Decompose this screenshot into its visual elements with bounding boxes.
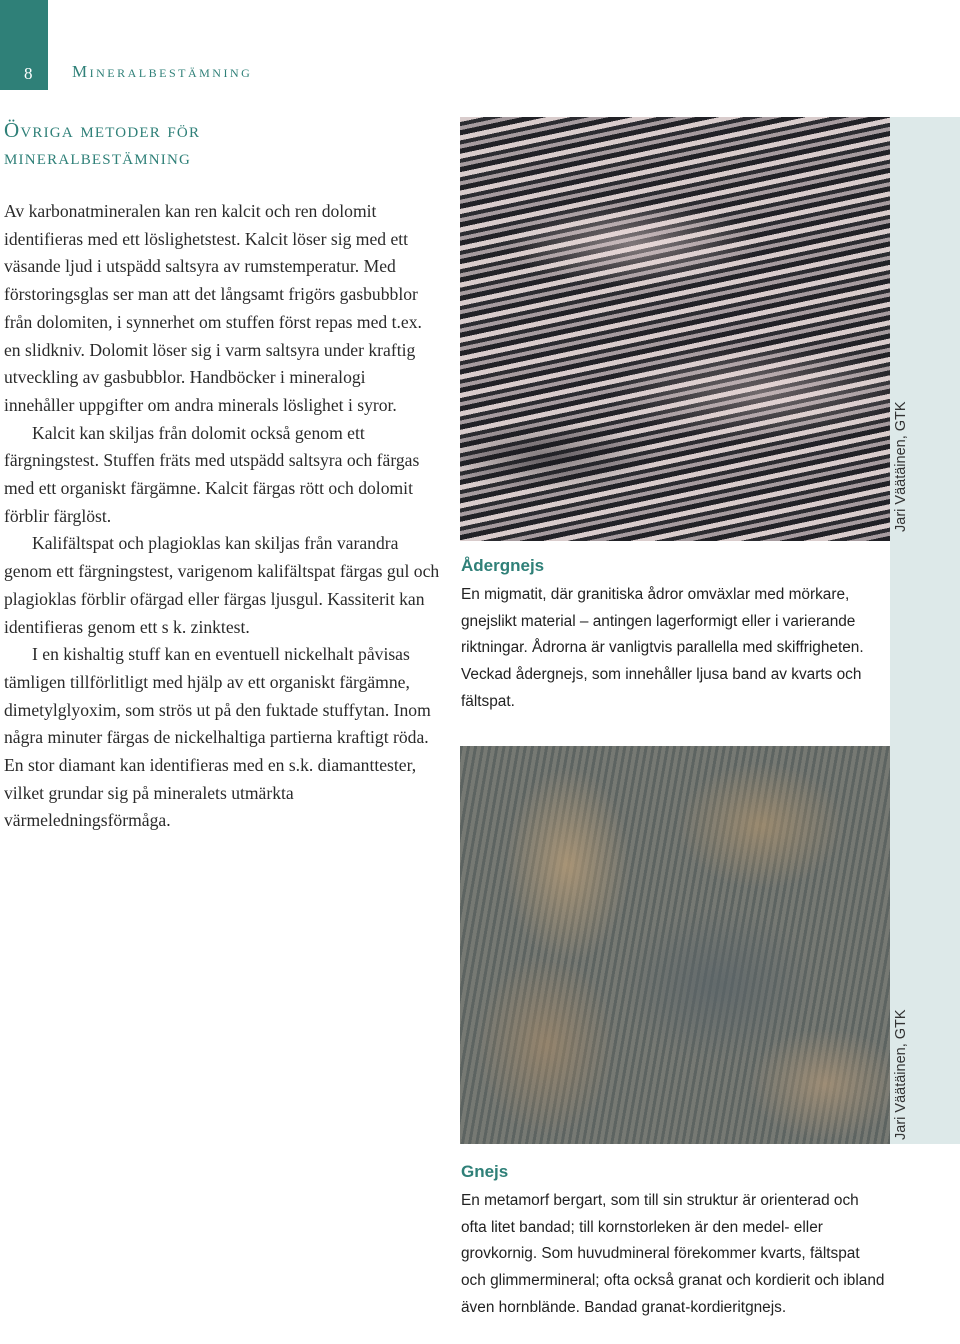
section-title: [4, 117, 424, 171]
section-title-line2: mineralbestämning: [4, 145, 192, 169]
photo-credit-2: Jari Väätäinen, GTK: [893, 1009, 909, 1140]
page-number-tab: [0, 0, 48, 90]
running-title: Mineralbestämning: [72, 62, 253, 81]
paragraph-nickel-test: I en kishaltig stuff kan en eventuell nickelhalt påvisas tämligen tillförlitligt med hjälp av ett organiskt färgämne, dimetylglyoxim, som strös ut på den fuktade stuffytan. Inom några minuter färgas de nickelhaltiga partierna kraftigt röda.: [4, 644, 431, 748]
caption-adergnejs: [461, 556, 886, 716]
paragraph-calcite-staining: Kalcit kan skiljas från dolomit också genom ett färgningstest. Stuffen fräts med utspädd saltsyra och färgas med ett organiskt färgämne. Kalcit färgas rött och dolomit förblir färglöst.: [4, 422, 420, 526]
caption-title-gnejs: Gnejs: [461, 1162, 509, 1181]
caption-text-gnejs: En metamorf bergart, som till sin struktur är orienterad och ofta litet bandad; till kornstorleken är den medel- eller grovkornig. Som huvudmineral förekommer kvarts, fältspat och glimmermineral; ofta också granat och kordierit och ibland även hornblände. Bandad granat-kordieritgnejs.: [461, 1192, 885, 1316]
photo-adergnejs: [460, 117, 890, 541]
caption-text-adergnejs: En migmatit, där granitiska ådror omväxlar med mörkare, gnejslikt material – antingen lagerformigt eller i varierande riktningar. Ådrorna är vanligtvis parallella med skiffrigheten. Veckad ådergnejs, som innehåller ljusa band av kvarts och fältspat.: [461, 586, 864, 710]
caption-title-adergnejs: Ådergnejs: [461, 556, 545, 575]
photo-gnejs: [460, 746, 890, 1144]
page-number: 8: [24, 64, 33, 83]
paragraph-feldspar-staining: Kalifältspat och plagioklas kan skiljas från varandra genom ett färgningstest, varigenom kalifältspat färgas gul och plagioklas förblir ofärgad eller färgas ljusgul. Kassiterit kan identifieras genom ett s k. zinktest.: [4, 533, 440, 637]
body-text: [4, 198, 440, 835]
section-title-line1: Övriga metoder för: [4, 118, 201, 142]
credit-strip: [890, 117, 960, 1144]
photo-credit-1: Jari Väätäinen, GTK: [893, 401, 909, 532]
paragraph-dissolution-test: Av karbonatmineralen kan ren kalcit och ren dolomit identifieras med ett löslighetstest. Kalcit löser sig med ett väsande ljud i utspädd saltsyra av rumstemperatur. Med förstoringsglas ser man att det långsamt frigörs gasbubblor från dolomiten, i synnerhet om stuffen först repas med t.ex. en slidkniv. Dolomit löser sig i varm saltsyra under kraftig utveckling av gasbubblor. Handböcker i mineralogi innehåller uppgifter om andra minerals löslighet i syror.: [4, 201, 422, 415]
paragraph-diamond-tester: En stor diamant kan identifieras med en s.k. diamanttester, vilket grundar sig på mineralets utmärkta värmeledningsförmåga.: [4, 755, 417, 831]
caption-gnejs: [461, 1162, 886, 1322]
